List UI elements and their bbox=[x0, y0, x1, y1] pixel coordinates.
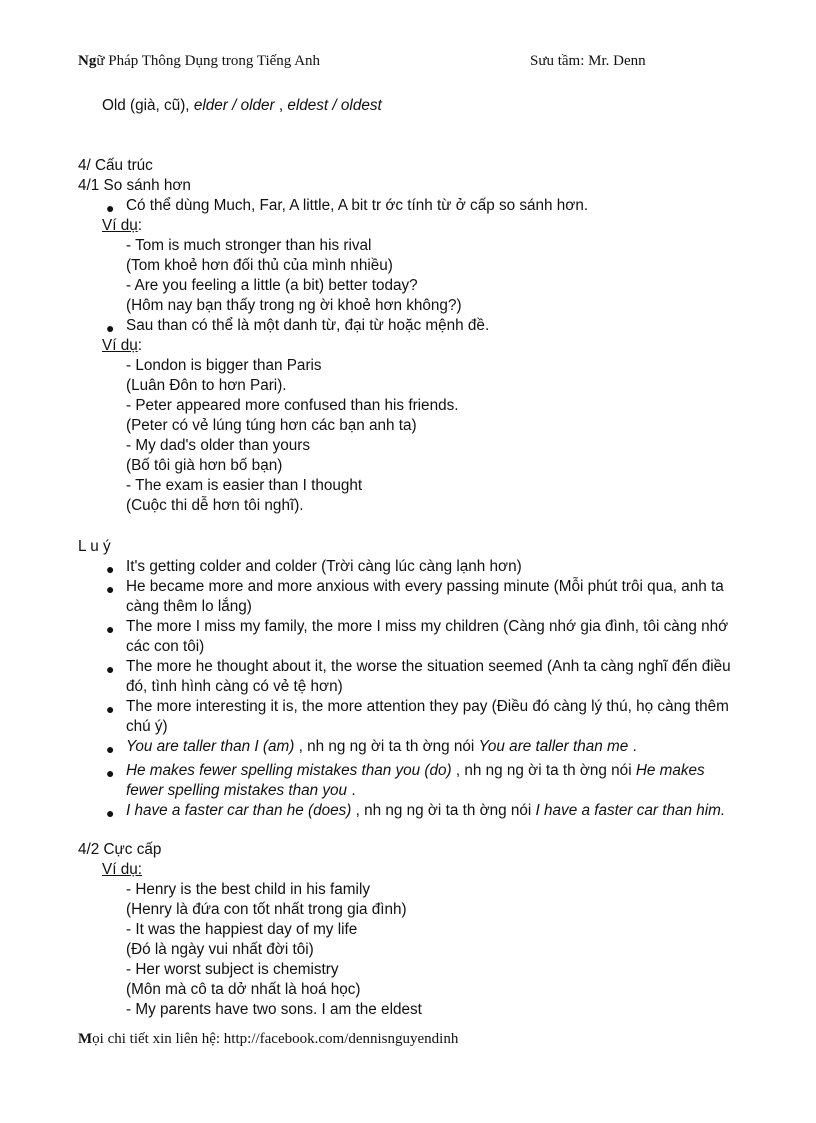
example-line: - Are you feeling a little (a bit) better today? bbox=[126, 277, 418, 294]
section-heading: 4/ Cấu trúc bbox=[78, 157, 153, 174]
old-forms-line: Old (già, cũ), elder / older , eldest / oldest bbox=[102, 97, 382, 114]
note-heading: L u ý bbox=[78, 538, 111, 555]
note-item: I have a faster car than he (does) , nh ng ng ời ta th ờng nói I have a faster car than him. bbox=[126, 802, 726, 819]
note-item: It's getting colder and colder (Trời càng lúc càng lạnh hơn) bbox=[126, 558, 522, 575]
note-item: He became more and more anxious with every passing minute (Mỗi phút trôi qua, anh ta bbox=[126, 578, 724, 595]
example-line: - Her worst subject is chemistry bbox=[126, 961, 339, 978]
example-line: - Peter appeared more confused than his friends. bbox=[126, 397, 459, 414]
bullet-icon: ● bbox=[106, 701, 115, 717]
example-line: - The exam is easier than I thought bbox=[126, 477, 363, 494]
bullet-icon: ● bbox=[106, 561, 115, 577]
note-item: You are taller than I (am) , nh ng ng ời ta th ờng nói You are taller than me . bbox=[126, 738, 637, 755]
example-line: - It was the happiest day of my life bbox=[126, 921, 358, 938]
example-line: - My dad's older than yours bbox=[126, 437, 311, 454]
note-item-cont: chú ý) bbox=[126, 718, 168, 735]
example-line: (Tom khoẻ hơn đối thủ của mình nhiều) bbox=[126, 257, 393, 274]
example-line: - Tom is much stronger than his rival bbox=[126, 237, 372, 254]
header-title: Ngữ Pháp Thông Dụng trong Tiếng Anh bbox=[78, 53, 321, 69]
example-line: (Đó là ngày vui nhất đời tôi) bbox=[126, 941, 314, 958]
example-line: (Môn mà cô ta dở nhất là hoá học) bbox=[126, 981, 361, 998]
example-label: Ví dụ: bbox=[102, 217, 142, 234]
bullet-item: Sau than có thể là một danh từ, đại từ hoặc mệnh đề. bbox=[126, 317, 490, 334]
example-line: (Henry là đứa con tốt nhất trong gia đình) bbox=[126, 901, 407, 918]
note-item: The more interesting it is, the more attention they pay (Điều đó càng lý thú, họ càng thêm bbox=[126, 698, 729, 715]
example-line: - London is bigger than Paris bbox=[126, 357, 322, 374]
note-item: The more he thought about it, the worse the situation seemed (Anh ta càng nghĩ đến điều bbox=[126, 658, 731, 675]
example-line: - My parents have two sons. I am the eldest bbox=[126, 1001, 422, 1018]
footer-contact: Mọi chi tiết xin liên hệ: http://facebook.com/dennisnguyendinh bbox=[78, 1031, 459, 1047]
example-label: Ví dụ: bbox=[102, 861, 142, 878]
note-item-cont: càng thêm lo lắng) bbox=[126, 598, 252, 615]
header-author: Sưu tầm: Mr. Denn bbox=[530, 53, 646, 69]
example-line: (Peter có vẻ lúng túng hơn các bạn anh ta) bbox=[126, 417, 417, 434]
note-item-cont: đó, tình hình càng có vẻ tệ hơn) bbox=[126, 678, 343, 695]
bullet-item: Có thể dùng Much, Far, A little, A bit tr ớc tính từ ở cấp so sánh hơn. bbox=[126, 197, 589, 214]
bullet-icon: ● bbox=[106, 661, 115, 677]
example-line: (Hôm nay bạn thấy trong ng ời khoẻ hơn không?) bbox=[126, 297, 462, 314]
bullet-icon: ● bbox=[106, 741, 115, 757]
note-item-cont: fewer spelling mistakes than you . bbox=[126, 782, 356, 799]
bullet-icon: ● bbox=[106, 621, 115, 637]
bullet-icon: ● bbox=[106, 805, 115, 821]
subsection-heading: 4/2 Cực cấp bbox=[78, 841, 162, 858]
note-item: He makes fewer spelling mistakes than you (do) , nh ng ng ời ta th ờng nói He makes bbox=[126, 762, 705, 779]
example-line: (Luân Đôn to hơn Pari). bbox=[126, 377, 287, 394]
example-line: (Bố tôi già hơn bố bạn) bbox=[126, 457, 283, 474]
note-item: The more I miss my family, the more I miss my children (Càng nhớ gia đình, tôi càng nhớ bbox=[126, 618, 729, 635]
subsection-heading: 4/1 So sánh hơn bbox=[78, 177, 191, 194]
example-line: - Henry is the best child in his family bbox=[126, 881, 370, 898]
note-item-cont: các con tôi) bbox=[126, 638, 205, 655]
example-label: Ví dụ: bbox=[102, 337, 142, 354]
bullet-icon: ● bbox=[106, 200, 115, 216]
bullet-icon: ● bbox=[106, 765, 115, 781]
bullet-icon: ● bbox=[106, 320, 115, 336]
bullet-icon: ● bbox=[106, 581, 115, 597]
example-line: (Cuộc thi dễ hơn tôi nghĩ). bbox=[126, 497, 304, 514]
